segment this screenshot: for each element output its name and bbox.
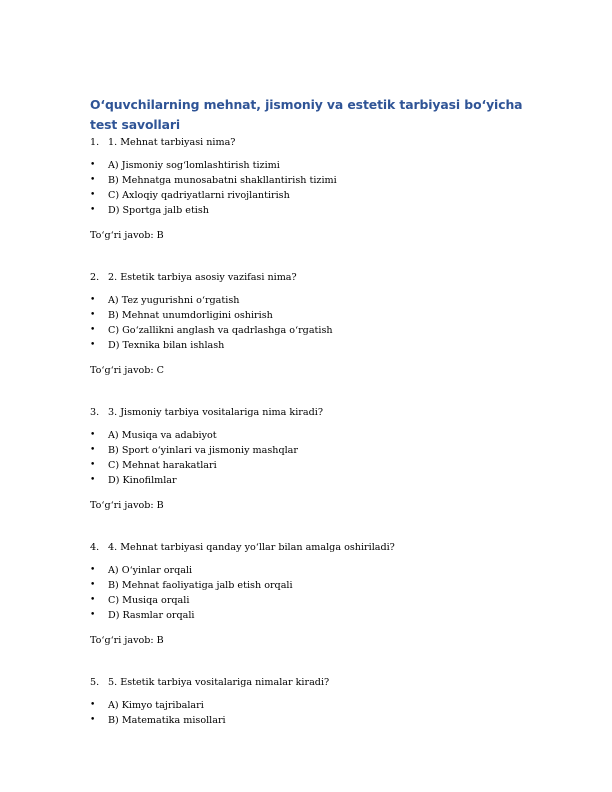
option-text: D) Rasmlar orqali (108, 610, 195, 621)
options-list (90, 293, 530, 353)
question (90, 135, 530, 150)
question-number: 2. (90, 272, 100, 283)
question-text: 3. Jismoniy tarbiya vositalariga nima kiradi? (108, 407, 323, 418)
question (90, 540, 530, 555)
option-item (90, 293, 530, 308)
bullet-icon: • (90, 460, 96, 470)
option-item (90, 173, 530, 188)
bullet-icon: • (90, 295, 96, 305)
option-item (90, 323, 530, 338)
bullet-icon: • (90, 205, 96, 215)
option-text: A) Tez yugurishni o‘rgatish (108, 295, 240, 306)
question-block (90, 270, 530, 378)
option-item (90, 443, 530, 458)
bullet-icon: • (90, 190, 96, 200)
option-item (90, 698, 530, 713)
bullet-icon: • (90, 430, 96, 440)
option-item (90, 578, 530, 593)
option-item (90, 158, 530, 173)
options-list (90, 158, 530, 218)
option-text: D) Kinofilmlar (108, 475, 177, 486)
bullet-icon: • (90, 340, 96, 350)
option-text: C) Mehnat harakatlari (108, 460, 217, 471)
option-item (90, 338, 530, 353)
question-number: 5. (90, 677, 100, 688)
question-number: 4. (90, 542, 100, 553)
bullet-icon: • (90, 475, 96, 485)
question-text: 2. Estetik tarbiya asosiy vazifasi nima? (108, 272, 297, 283)
correct-answer: To‘g‘ri javob: B (90, 635, 164, 646)
option-text: B) Sport o‘yinlari va jismoniy mashqlar (108, 445, 298, 456)
option-item (90, 608, 530, 623)
question-text: 4. Mehnat tarbiyasi qanday yo‘llar bilan amalga oshiriladi? (108, 542, 395, 553)
option-item (90, 308, 530, 323)
bullet-icon: • (90, 700, 96, 710)
option-item (90, 428, 530, 443)
question (90, 405, 530, 420)
option-text: A) Kimyo tajribalari (108, 700, 204, 711)
options-list (90, 428, 530, 488)
question-block (90, 540, 530, 648)
option-text: A) Jismoniy sog‘lomlashtirish tizimi (108, 160, 280, 171)
bullet-icon: • (90, 595, 96, 605)
option-item (90, 203, 530, 218)
bullet-icon: • (90, 175, 96, 185)
option-text: C) Axloqiy qadriyatlarni rivojlantirish (108, 190, 290, 201)
correct-answer: To‘g‘ri javob: C (90, 365, 165, 376)
option-text: A) O‘yinlar orqali (108, 565, 193, 576)
question-block (90, 405, 530, 513)
bullet-icon: • (90, 715, 96, 725)
question-number: 1. (90, 137, 100, 148)
option-text: B) Mehnatga munosabatni shakllantirish tizimi (108, 175, 337, 186)
option-text: C) Musiqa orqali (108, 595, 190, 606)
document-title: O‘quvchilarning mehnat, jismoniy va estetik tarbiyasi bo‘yicha test savollari (90, 97, 523, 132)
option-text: C) Go‘zallikni anglash va qadrlashga o‘rgatish (108, 325, 333, 336)
option-item (90, 593, 530, 608)
bullet-icon: • (90, 160, 96, 170)
question (90, 675, 530, 690)
option-text: D) Sportga jalb etish (108, 205, 209, 216)
option-item (90, 473, 530, 488)
option-text: B) Mehnat faoliyatiga jalb etish orqali (108, 580, 293, 591)
bullet-icon: • (90, 310, 96, 320)
options-list (90, 698, 530, 728)
option-item (90, 188, 530, 203)
bullet-icon: • (90, 445, 96, 455)
bullet-icon: • (90, 325, 96, 335)
option-item (90, 458, 530, 473)
question-text: 1. Mehnat tarbiyasi nima? (108, 137, 236, 148)
question-number: 3. (90, 407, 100, 418)
document-body (90, 95, 530, 728)
option-item (90, 563, 530, 578)
option-text: A) Musiqa va adabiyot (108, 430, 217, 441)
correct-answer: To‘g‘ri javob: B (90, 230, 164, 241)
option-item (90, 713, 530, 728)
question-block (90, 675, 530, 728)
correct-answer: To‘g‘ri javob: B (90, 500, 164, 511)
option-text: B) Matematika misollari (108, 715, 226, 726)
option-text: B) Mehnat unumdorligini oshirish (108, 310, 273, 321)
option-text: D) Texnika bilan ishlash (108, 340, 225, 351)
options-list (90, 563, 530, 623)
question-text: 5. Estetik tarbiya vositalariga nimalar kiradi? (108, 677, 330, 688)
bullet-icon: • (90, 610, 96, 620)
question-block (90, 135, 530, 243)
question (90, 270, 530, 285)
bullet-icon: • (90, 580, 96, 590)
bullet-icon: • (90, 565, 96, 575)
